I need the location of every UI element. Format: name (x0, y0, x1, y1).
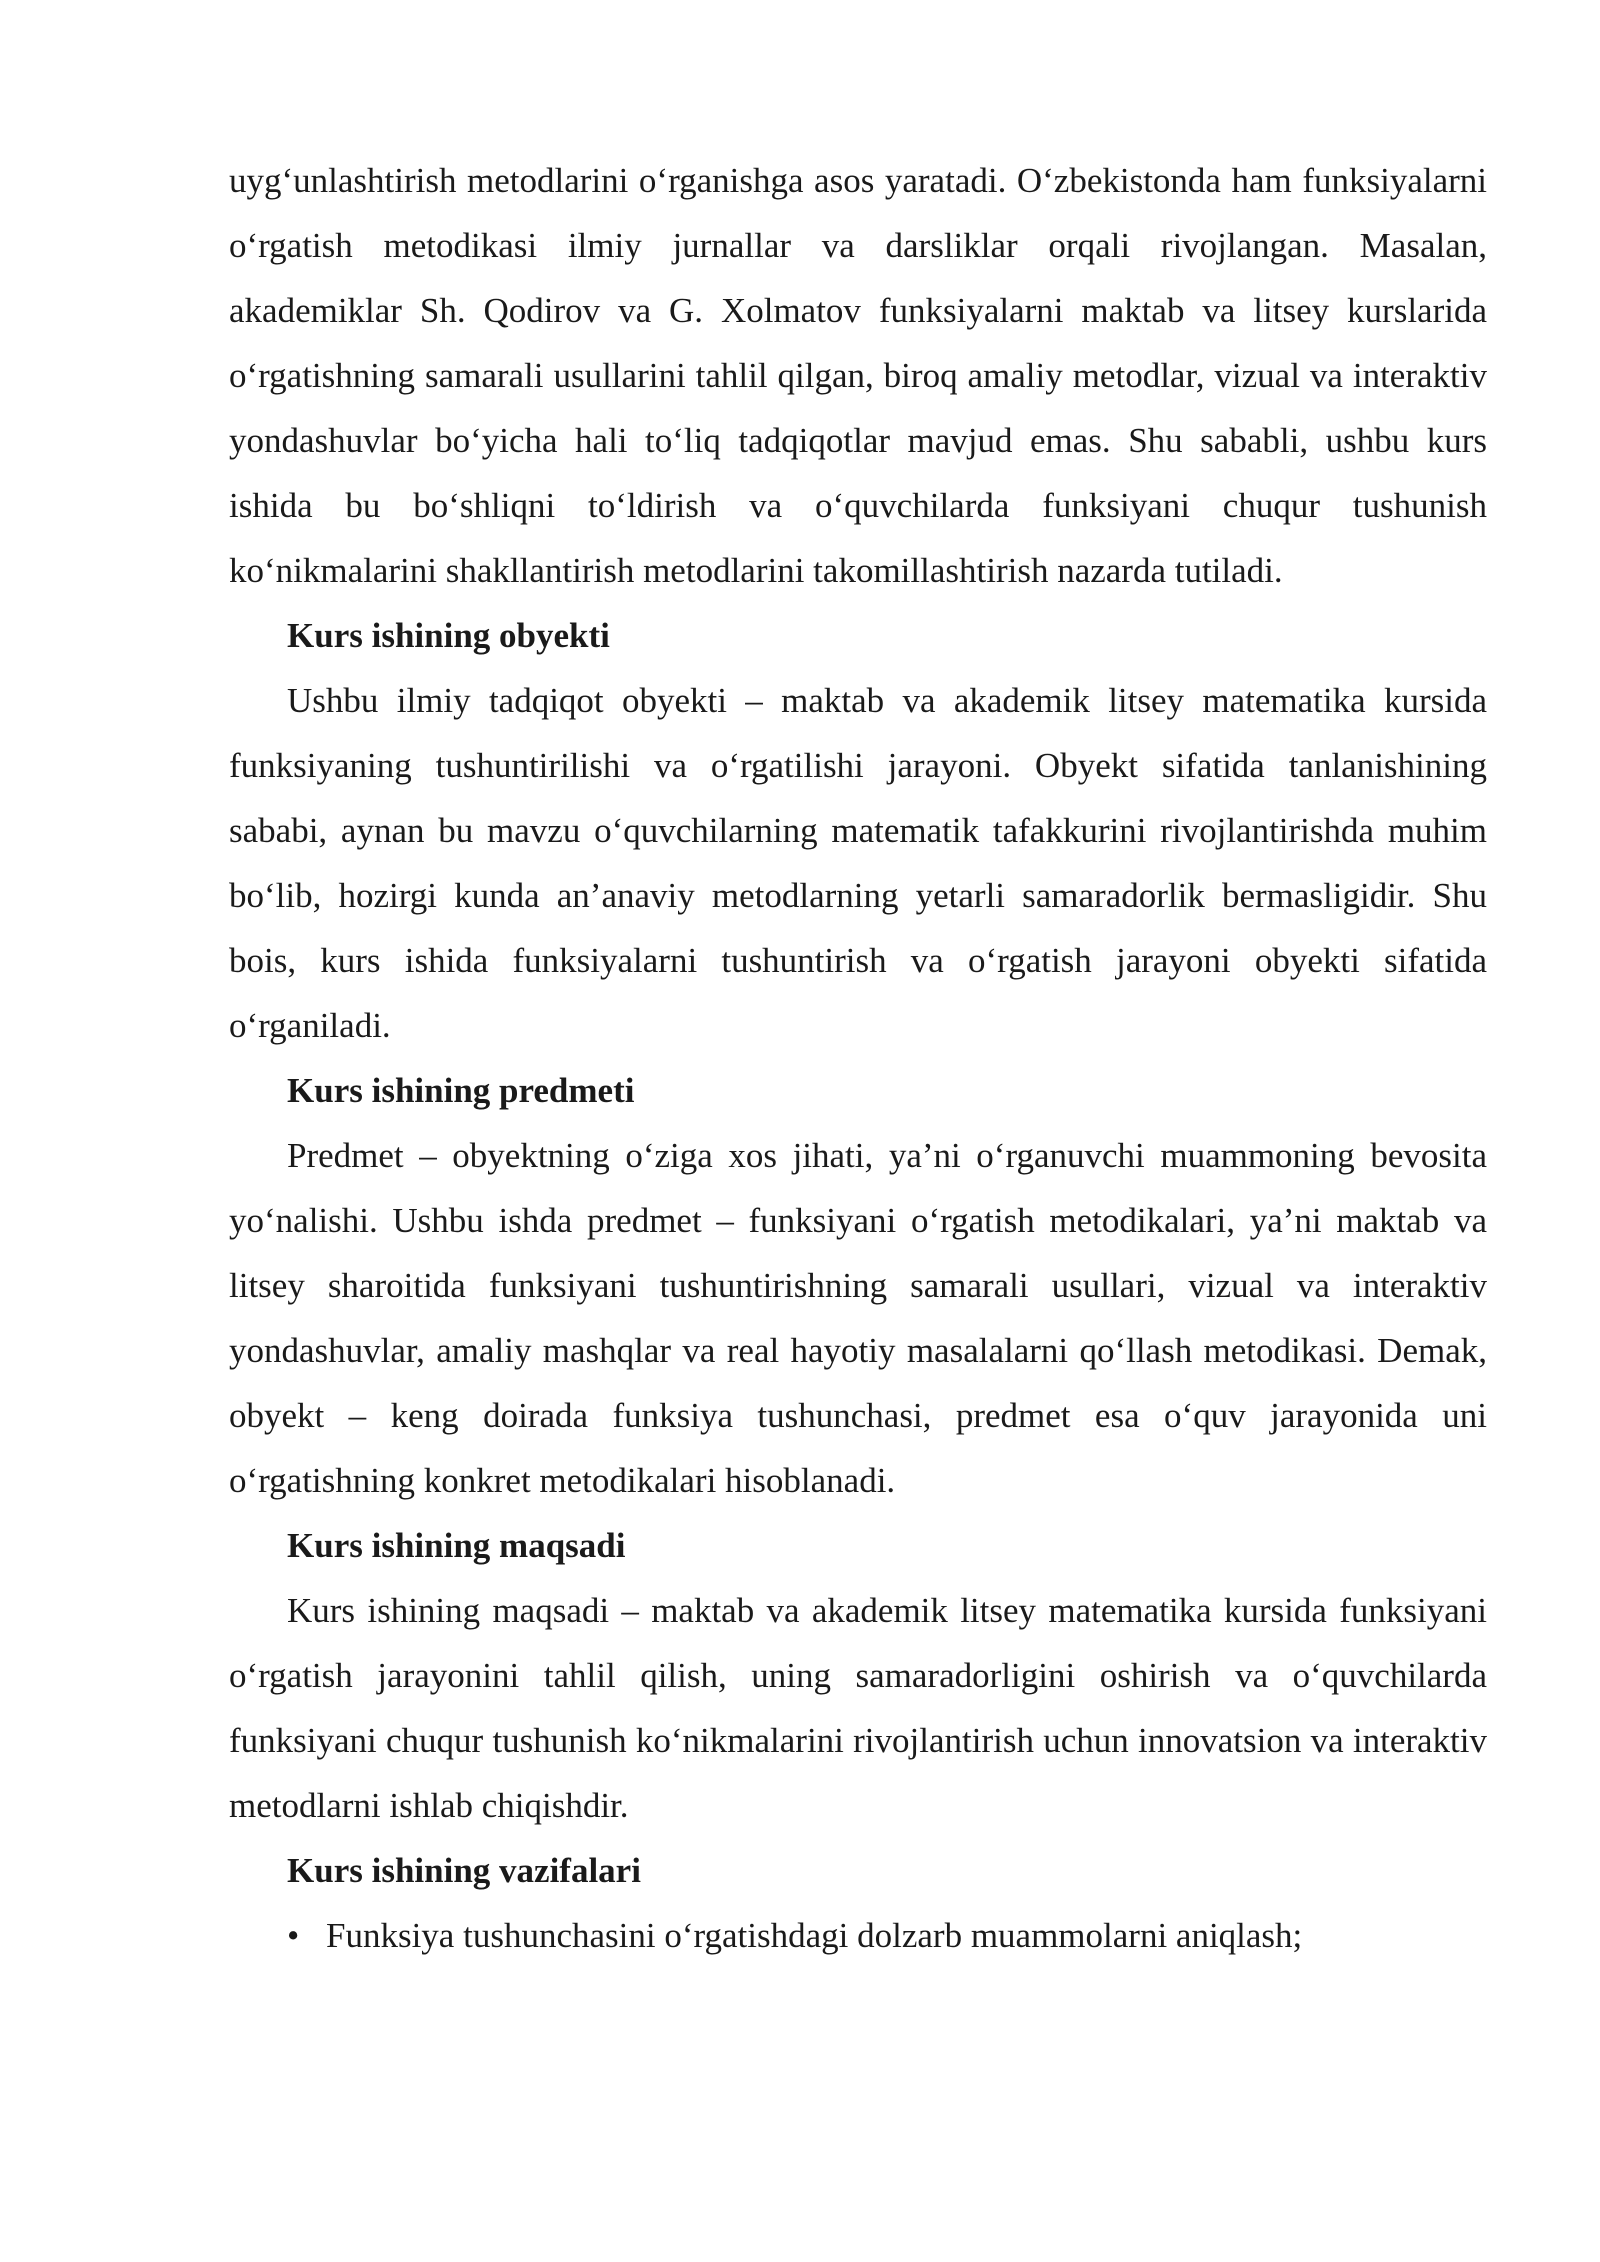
paragraph-object: Ushbu ilmiy tadqiqot obyekti – maktab va akademik litsey matematika kursida funksiyaning tushuntirilishi va o‘rgatilishi jarayoni. Obyekt sifatida tanlanishining sababi, aynan bu mavzu o‘quvchilarning matematik tafakkurini rivojlantirishda muhim bo‘lib, hozirgi kunda an’anaviy metodlarning yetarli samaradorlik bermasligidir. Shu bois, kurs ishida funksiyalarni tushuntirish va o‘rgatish jarayoni obyekti sifatida o‘rganiladi. (229, 681, 1487, 1045)
heading-object: Kurs ishining obyekti (287, 616, 610, 655)
heading-subject: Kurs ishining predmeti (287, 1071, 635, 1110)
paragraph-subject: Predmet – obyektning o‘ziga xos jihati, ya’ni o‘rganuvchi muammoning bevosita yo‘nalishi. Ushbu ishda predmet – funksiyani o‘rgatish metodikalari, ya’ni maktab va litsey sharoitida funksiyani tushuntirishning samarali usullari, vizual va interaktiv yondashuvlar, amaliy mashqlar va real hayotiy masalalarni qo‘llash metodikasi. Demak, obyekt – keng doirada funksiya tushunchasi, predmet esa o‘quv jarayonida uni o‘rgatishning konkret metodikalari hisoblanadi. (229, 1136, 1487, 1500)
list-item (229, 1903, 1487, 1968)
document-page (229, 148, 1487, 1968)
heading-tasks: Kurs ishining vazifalari (287, 1851, 641, 1890)
task-list (229, 1903, 1487, 1968)
heading-goal: Kurs ishining maqsadi (287, 1526, 626, 1565)
paragraph-goal: Kurs ishining maqsadi – maktab va akademik litsey matematika kursida funksiyani o‘rgatish jarayonini tahlil qilish, uning samaradorligini oshirish va o‘quvchilarda funksiyani chuqur tushunish ko‘nikmalarini rivojlantirish uchun innovatsion va interaktiv metodlarni ishlab chiqishdir. (229, 1591, 1487, 1825)
task-text: Funksiya tushunchasini o‘rgatishdagi dolzarb muammolarni aniqlash; (326, 1916, 1303, 1955)
bullet-icon: • (287, 1916, 300, 1955)
paragraph-intro: uyg‘unlashtirish metodlarini o‘rganishga asos yaratadi. O‘zbekistonda ham funksiyalarni o‘rgatish metodikasi ilmiy jurnallar va darsliklar orqali rivojlangan. Masalan, akademiklar Sh. Qodirov va G. Xolmatov funksiyalarni maktab va litsey kurslarida o‘rgatishning samarali usullarini tahlil qilgan, biroq amaliy metodlar, vizual va interaktiv yondashuvlar bo‘yicha hali to‘liq tadqiqotlar mavjud emas. Shu sababli, ushbu kurs ishida bu bo‘shliqni to‘ldirish va o‘quvchilarda funksiyani chuqur tushunish ko‘nikmalarini shakllantirish metodlarini takomillashtirish nazarda tutiladi. (229, 161, 1487, 590)
